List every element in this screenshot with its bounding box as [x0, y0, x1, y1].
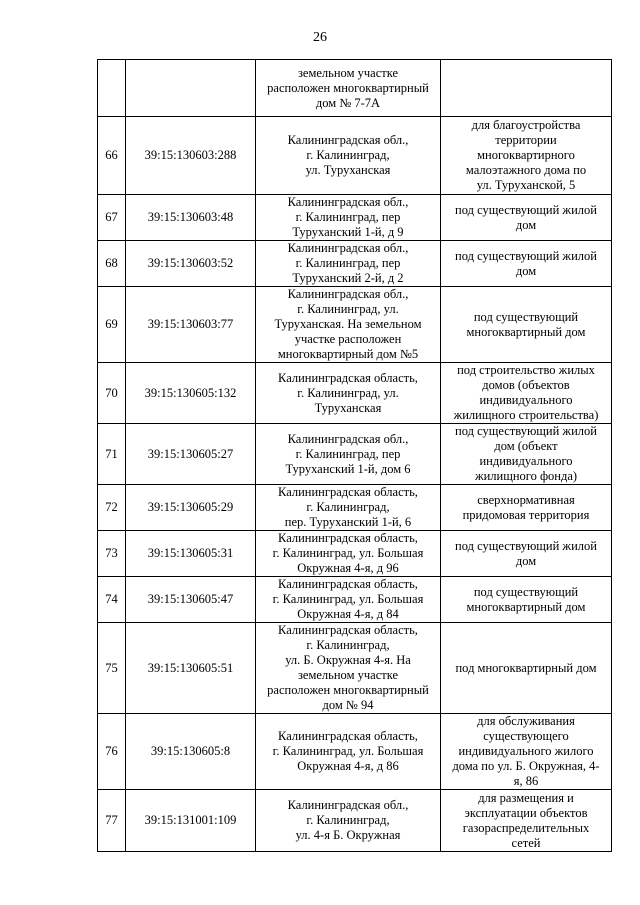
table-row: [98, 714, 612, 790]
address-cell: Калининградская обл., г. Калининград, ул. Туруханская: [256, 117, 441, 195]
table-row: [98, 363, 612, 424]
land-use-purpose-cell: под существующий многоквартирный дом: [441, 287, 612, 363]
address-cell: Калининградская область, г. Калининград, ул. Б. Окружная 4-я. На земельном участке расположен многоквартирный дом № 94: [256, 623, 441, 714]
row-number-cell: 71: [98, 424, 126, 485]
table-row: [98, 790, 612, 852]
cadastral-number-cell: 39:15:130605:132: [126, 363, 256, 424]
cadastral-number-cell: 39:15:130603:288: [126, 117, 256, 195]
land-use-purpose-cell: для благоустройства территории многоквартирного малоэтажного дома по ул. Туруханской, 5: [441, 117, 612, 195]
table-row: [98, 485, 612, 531]
row-number-cell: 67: [98, 195, 126, 241]
cadastral-number-cell: 39:15:130605:47: [126, 577, 256, 623]
land-use-purpose-cell: для размещения и эксплуатации объектов газораспределительных сетей: [441, 790, 612, 852]
address-cell: земельном участке расположен многоквартирный дом № 7-7А: [256, 60, 441, 117]
row-number-cell: 69: [98, 287, 126, 363]
table-row: [98, 623, 612, 714]
cadastral-number-cell: 39:15:131001:109: [126, 790, 256, 852]
land-use-purpose-cell: под существующий жилой дом: [441, 195, 612, 241]
cadastral-number-cell: [126, 60, 256, 117]
land-use-purpose-cell: [441, 60, 612, 117]
cadastral-number-cell: 39:15:130603:77: [126, 287, 256, 363]
table-row: [98, 195, 612, 241]
cadastral-number-cell: 39:15:130605:27: [126, 424, 256, 485]
row-number-cell: 75: [98, 623, 126, 714]
address-cell: Калининградская обл., г. Калининград, ул. 4-я Б. Окружная: [256, 790, 441, 852]
row-number-cell: 76: [98, 714, 126, 790]
address-cell: Калининградская область, г. Калининград, ул. Большая Окружная 4-я, д 96: [256, 531, 441, 577]
land-use-purpose-cell: сверхнормативная придомовая территория: [441, 485, 612, 531]
land-use-purpose-cell: под многоквартирный дом: [441, 623, 612, 714]
table-row: [98, 531, 612, 577]
row-number-cell: 68: [98, 241, 126, 287]
cadastral-number-cell: 39:15:130605:31: [126, 531, 256, 577]
row-number-cell: [98, 60, 126, 117]
row-number-cell: 72: [98, 485, 126, 531]
table-row: [98, 117, 612, 195]
address-cell: Калининградская обл., г. Калининград, пер Туруханский 1-й, дом 6: [256, 424, 441, 485]
table-row: [98, 60, 612, 117]
address-cell: Калининградская область, г. Калининград, ул. Большая Окружная 4-я, д 86: [256, 714, 441, 790]
address-cell: Калининградская область, г. Калининград, ул. Туруханская: [256, 363, 441, 424]
address-cell: Калининградская область, г. Калининград, ул. Большая Окружная 4-я, д 84: [256, 577, 441, 623]
table-row: [98, 577, 612, 623]
address-cell: Калининградская обл., г. Калининград, ул. Туруханская. На земельном участке расположен многоквартирный дом №5: [256, 287, 441, 363]
land-plots-table: [97, 59, 612, 852]
address-cell: Калининградская обл., г. Калининград, пер Туруханский 2-й, д 2: [256, 241, 441, 287]
land-use-purpose-cell: под существующий жилой дом: [441, 531, 612, 577]
row-number-cell: 70: [98, 363, 126, 424]
page-number: 26: [313, 30, 327, 45]
land-use-purpose-cell: под существующий многоквартирный дом: [441, 577, 612, 623]
cadastral-number-cell: 39:15:130605:51: [126, 623, 256, 714]
cadastral-number-cell: 39:15:130603:52: [126, 241, 256, 287]
land-use-purpose-cell: под существующий жилой дом (объект индивидуального жилищного фонда): [441, 424, 612, 485]
table-row: [98, 424, 612, 485]
row-number-cell: 74: [98, 577, 126, 623]
row-number-cell: 77: [98, 790, 126, 852]
land-use-purpose-cell: под строительство жилых домов (объектов индивидуального жилищного строительства): [441, 363, 612, 424]
cadastral-number-cell: 39:15:130605:8: [126, 714, 256, 790]
address-cell: Калининградская область, г. Калининград, пер. Туруханский 1-й, 6: [256, 485, 441, 531]
cadastral-number-cell: 39:15:130603:48: [126, 195, 256, 241]
table-row: [98, 241, 612, 287]
address-cell: Калининградская обл., г. Калининград, пер Туруханский 1-й, д 9: [256, 195, 441, 241]
cadastral-number-cell: 39:15:130605:29: [126, 485, 256, 531]
land-use-purpose-cell: под существующий жилой дом: [441, 241, 612, 287]
row-number-cell: 73: [98, 531, 126, 577]
table-row: [98, 287, 612, 363]
row-number-cell: 66: [98, 117, 126, 195]
land-use-purpose-cell: для обслуживания существующего индивидуального жилого дома по ул. Б. Окружная, 4- я, 86: [441, 714, 612, 790]
